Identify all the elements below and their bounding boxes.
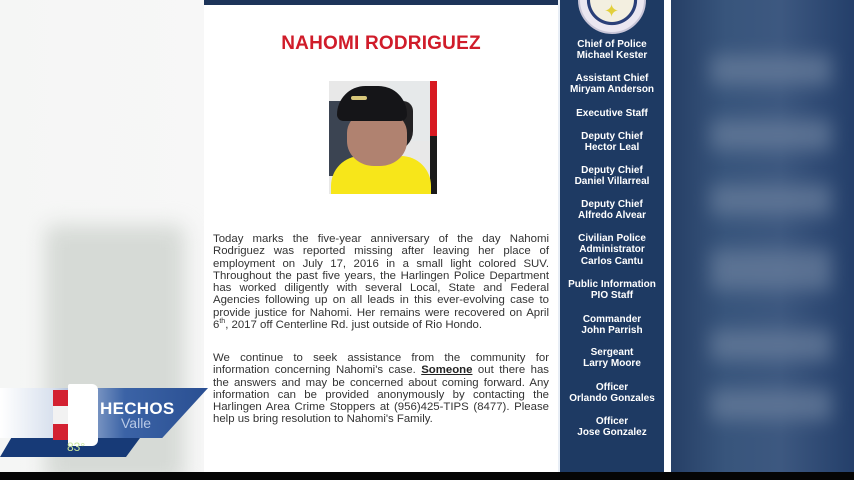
press-release-document <box>204 0 558 472</box>
logo-h-white <box>68 384 98 446</box>
paragraph-anniversary <box>213 233 549 331</box>
logo-h-icon <box>53 384 101 446</box>
hechos-valle-logo <box>0 384 210 458</box>
police-seal-icon <box>578 0 646 34</box>
staff-title: Officer <box>595 416 629 427</box>
staff-name: Orlando Gonzales <box>569 393 655 405</box>
staff-entry <box>560 199 664 222</box>
cap-logo <box>351 96 367 100</box>
temperature-readout: 83° <box>67 440 86 454</box>
staff-name: Hector Leal <box>584 142 640 154</box>
ordinal-suffix: th <box>219 318 226 326</box>
staff-entry <box>560 314 664 337</box>
logo-h-red-bottom <box>53 424 68 440</box>
staff-name: Daniel Villarreal <box>574 176 650 188</box>
staff-entry <box>560 233 664 267</box>
blurred-background-right <box>664 0 854 472</box>
staff-title: Executive Staff <box>576 108 648 119</box>
staff-title: Civilian Police Administrator <box>578 233 646 256</box>
paragraph2-text-end: out there has the answers and may be concerned about coming forward. Any information can be provided anonymously by contacting the Harlingen Area Crime Stoppers at (956)425-TIPS (8477). Please help us bring resolution to Nahomi's Family. <box>213 364 549 426</box>
staff-title: Deputy Chief <box>581 131 643 142</box>
seal-emblem: ✦ <box>604 1 620 21</box>
logo-brand-text: HECHOS <box>100 399 175 418</box>
staff-entry <box>560 416 664 439</box>
staff-title: Commander <box>582 314 642 325</box>
staff-sidebar <box>558 0 664 472</box>
staff-entry <box>560 347 664 370</box>
staff-title: Deputy Chief <box>581 199 643 210</box>
staff-name: Miryam Anderson <box>569 84 655 96</box>
staff-entry <box>560 108 664 119</box>
staff-title: Chief of Police <box>577 39 647 50</box>
missing-person-photo <box>329 81 437 194</box>
staff-name: PIO Staff <box>590 290 634 302</box>
paragraph-appeal <box>213 352 549 426</box>
paragraph1-text-end: , 2017 off Centerline Rd. just outside of Rio Hondo. <box>225 319 483 332</box>
blurred-band <box>711 330 831 360</box>
photo-black-strip <box>430 136 437 194</box>
staff-entry <box>560 39 664 62</box>
logo-sub-text: Valle <box>121 415 152 431</box>
staff-title: Officer <box>595 382 629 393</box>
staff-name: Alfredo Alvear <box>578 210 646 222</box>
blurred-band <box>711 185 831 215</box>
photo-red-strip <box>430 81 437 136</box>
staff-name: Michael Kester <box>576 50 648 62</box>
staff-name: Carlos Cantu <box>580 255 644 267</box>
staff-title: Deputy Chief <box>581 165 643 176</box>
staff-title: Public Information <box>568 279 656 290</box>
staff-entry <box>560 131 664 154</box>
blurred-band <box>711 120 831 150</box>
staff-entry <box>560 382 664 405</box>
staff-title: Sergeant <box>590 347 634 358</box>
staff-entry <box>560 165 664 188</box>
staff-name: Jose Gonzalez <box>577 427 647 439</box>
blurred-band <box>711 55 831 85</box>
emphasis-someone: Someone <box>421 364 473 377</box>
paragraph2-text: We continue to seek assistance from the community for information concerning Nahomi's case. <box>213 352 549 377</box>
staff-title: Assistant Chief <box>575 73 649 84</box>
logo-h-red-top <box>53 390 68 406</box>
document-title: NAHOMI RODRIGUEZ <box>281 33 481 54</box>
staff-name: Larry Moore <box>583 358 641 370</box>
blurred-band <box>711 250 831 290</box>
staff-name: John Parrish <box>581 325 643 337</box>
staff-entry <box>560 73 664 96</box>
letterbox-bar <box>0 472 854 480</box>
paragraph1-text: Today marks the five-year anniversary of the day Nahomi Rodriguez was reported missing after leaving her place of employment on July 17, 2016 in a small light colored SUV. Throughout the past five years, the Harlingen Police Department has worked diligently with several Local, State and Federal Agencies following up on all leads in this ever-evolving case to provide justice for Nahomi. Her remains were recovered on April 6 <box>213 233 549 332</box>
blurred-band <box>711 390 831 420</box>
staff-entry <box>560 279 664 302</box>
